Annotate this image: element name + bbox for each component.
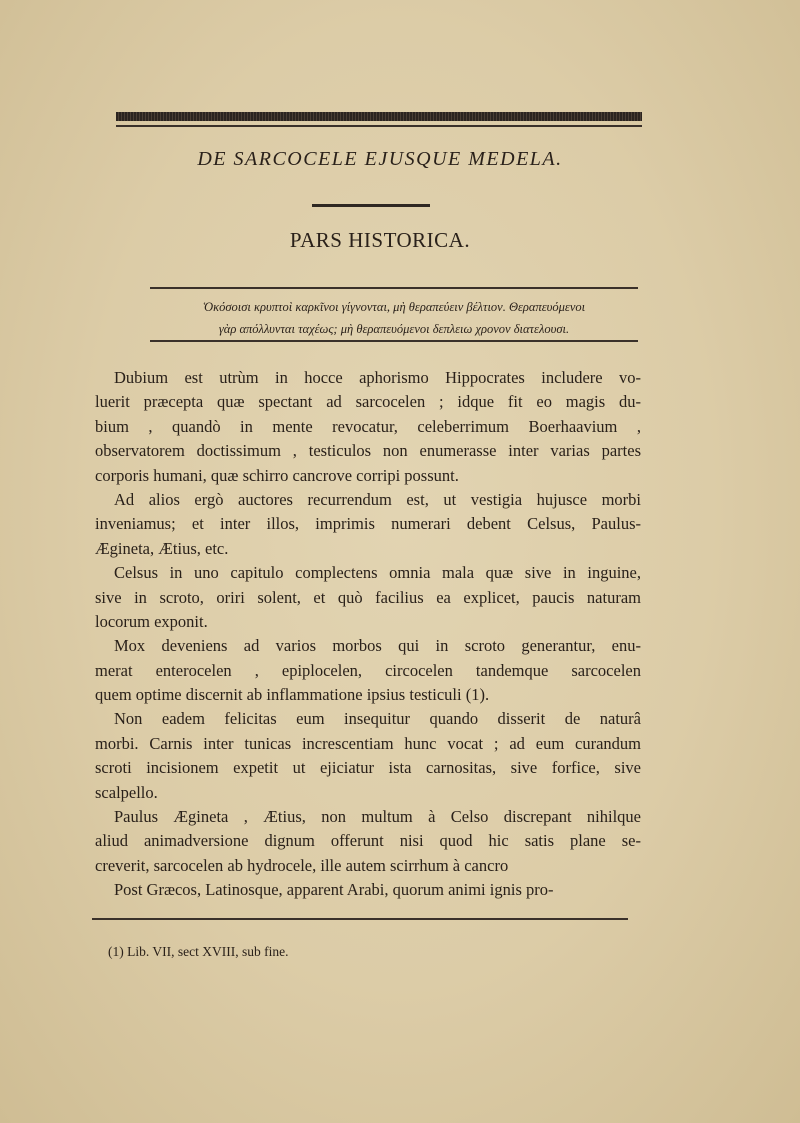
text-line: aliud animadversione dignum offerunt nisi quod hic satis plane se-	[95, 831, 641, 851]
text-line: Non eadem felicitas eum insequitur quando disserit de naturâ	[114, 709, 641, 729]
epigraph-line: Ὁκόσοισι κρυπτοὶ καρκῖνοι γίγνονται, μὴ θεραπεύειν βέλτιον. Θεραπευόμενοι	[202, 300, 586, 314]
text-line: Paulus Ægineta , Ætius, non multum à Celso discrepant nihilque	[114, 807, 641, 827]
body-text	[95, 366, 641, 903]
quote-bottom-rule	[150, 340, 638, 342]
text-line: Post Græcos, Latinosque, apparent Arabi, quorum animi ignis pro-	[114, 880, 554, 900]
text-line: quem optime discernit ab inflammatione ipsius testiculi (1).	[95, 685, 490, 705]
text-line: bium , quandò in mente revocatur, celeberrimum Boerhaavium ,	[95, 416, 641, 436]
text-line: Dubium est utrùm in hocce aphorismo Hippocrates includere vo-	[114, 368, 641, 387]
text-line: corporis humani, quæ schirro cancrove corripi possunt.	[95, 465, 459, 485]
text-line: merat enterocelen , epiplocelen, circocelen tandemque sarcocelen	[95, 660, 641, 680]
text-line: observatorem doctissimum , testiculos non enumerasse inter varias partes	[95, 441, 641, 461]
footnote: (1) Lib. VII, sect XVIII, sub fine.	[108, 944, 289, 959]
text-line: sive in scroto, oriri solent, et quò facilius ea explicet, paucis naturam	[95, 587, 641, 607]
text-line: locorum exponit.	[95, 611, 208, 631]
epigraph-line: γὰρ απόλλυνται ταχέως; μὴ θεραπευόμενοι δεπλειω χρονον διατελουσι.	[218, 322, 570, 336]
chapter-title: DE SARCOCELE EJUSQUE MEDELA.	[197, 148, 563, 170]
footnote-rule	[92, 918, 628, 920]
greek-epigraph	[150, 296, 638, 340]
text-line: Celsus in uno capitulo complectens omnia mala quæ sive in inguine,	[114, 563, 641, 583]
text-line: Mox deveniens ad varios morbos qui in scroto generantur, enu-	[114, 636, 641, 656]
header-ornament-bar	[116, 112, 642, 121]
title-divider	[312, 204, 430, 207]
text-line: scroti incisionem expetit ut ejiciatur ista carnositas, sive forfice, sive	[95, 758, 641, 778]
text-line: scalpello.	[95, 782, 158, 802]
header-thin-rule	[116, 125, 642, 127]
quote-top-rule	[150, 287, 638, 289]
text-line: morbi. Carnis inter tunicas increscentiam hunc vocat ; ad eum curandum	[95, 733, 641, 753]
text-line: inveniamus; et inter illos, imprimis numerari debent Celsus, Paulus-	[95, 514, 641, 534]
text-line: Ad alios ergò auctores recurrendum est, ut vestigia hujusce morbi	[114, 489, 641, 509]
text-line: creverit, sarcocelen ab hydrocele, ille autem scirrhum à cancro	[95, 855, 509, 875]
section-subtitle: PARS HISTORICA.	[289, 228, 471, 252]
text-line: Ægineta, Ætius, etc.	[95, 538, 229, 558]
text-line: luerit præcepta quæ spectant ad sarcocelen ; idque fit eo magis du-	[95, 392, 641, 412]
